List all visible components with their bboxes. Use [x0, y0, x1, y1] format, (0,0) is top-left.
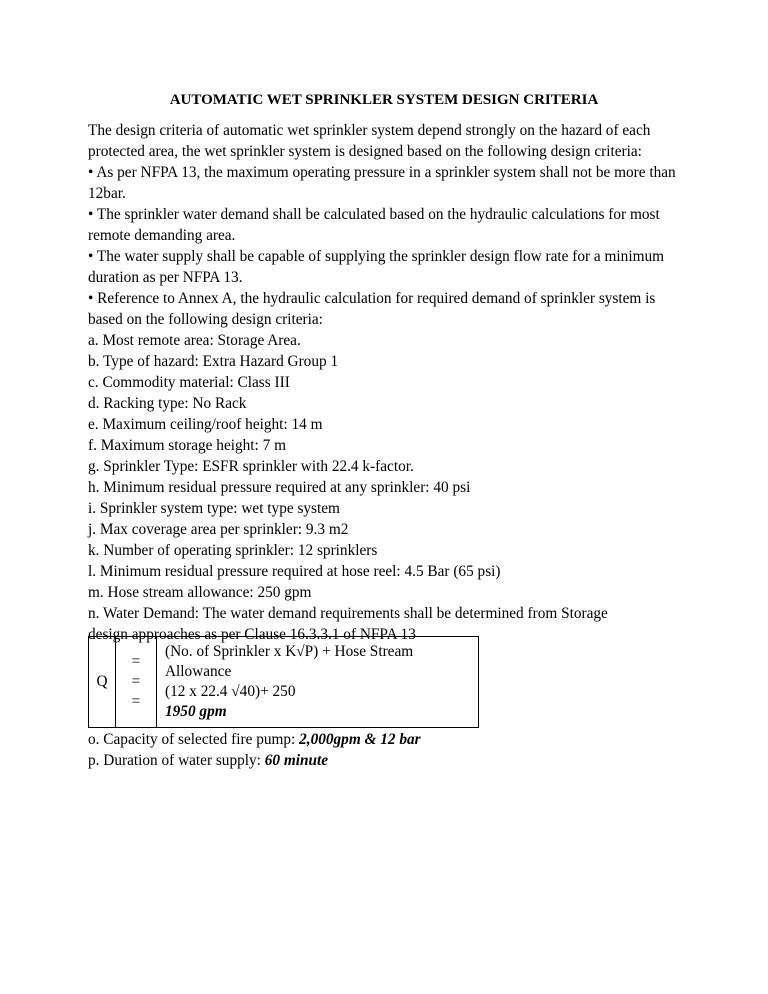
text-line: protected area, the wet sprinkler system is designed based on the following design criteria:: [88, 143, 642, 160]
formula-variable: Q: [89, 637, 116, 728]
text-line: remote demanding area.: [88, 227, 236, 244]
text-line: h. Minimum residual pressure required at any sprinkler: 40 psi: [88, 479, 471, 496]
text-line: • The sprinkler water demand shall be calculated based on the hydraulic calculations for most: [88, 206, 660, 223]
text-line: based on the following design criteria:: [88, 311, 323, 328]
text-line: c. Commodity material: Class III: [88, 374, 290, 391]
formula-equals: [116, 637, 157, 728]
formula-line: (No. of Sprinkler x K√P) + Hose Stream: [165, 643, 414, 660]
text-line: b. Type of hazard: Extra Hazard Group 1: [88, 353, 339, 370]
text-line: The design criteria of automatic wet sprinkler system depend strongly on the hazard of each: [88, 122, 651, 139]
text-line: design approaches as per Clause 16.3.3.1 of NFPA 13: [88, 626, 416, 643]
text-line: f. Maximum storage height: 7 m: [88, 437, 286, 454]
equals-sign: =: [131, 693, 141, 710]
pump-capacity: o. Capacity of selected fire pump: 2,000gpm & 12 bar: [88, 731, 421, 748]
text-line: • As per NFPA 13, the maximum operating pressure in a sprinkler system shall not be more than: [88, 164, 676, 181]
formula-line: (12 x 22.4 √40)+ 250: [165, 683, 296, 700]
text-line: e. Maximum ceiling/roof height: 14 m: [88, 416, 323, 433]
text-line: • The water supply shall be capable of supplying the sprinkler design flow rate for a minimum: [88, 248, 665, 265]
document-body: [88, 120, 688, 645]
text-line: • Reference to Annex A, the hydraulic calculation for required demand of sprinkler system is: [88, 290, 656, 307]
text-line: 12bar.: [88, 185, 126, 202]
text-line: d. Racking type: No Rack: [88, 395, 247, 412]
text-line: m. Hose stream allowance: 250 gpm: [88, 584, 312, 601]
equals-sign: =: [131, 653, 141, 670]
text-line: k. Number of operating sprinkler: 12 sprinklers: [88, 542, 378, 559]
formula-table: [88, 636, 479, 728]
formula-line: Allowance: [165, 663, 232, 680]
equals-sign: =: [131, 673, 141, 690]
document-title: AUTOMATIC WET SPRINKLER SYSTEM DESIGN CRITERIA: [169, 92, 599, 108]
text-line: g. Sprinkler Type: ESFR sprinkler with 22.4 k-factor.: [88, 458, 414, 475]
text-line: duration as per NFPA 13.: [88, 269, 243, 286]
text-line: l. Minimum residual pressure required at hose reel: 4.5 Bar (65 psi): [88, 563, 501, 580]
text-line: n. Water Demand: The water demand requirements shall be determined from Storage: [88, 605, 608, 622]
formula-expression: [157, 637, 479, 728]
text-line: j. Max coverage area per sprinkler: 9.3 m2: [88, 521, 349, 538]
after-table-text: [88, 729, 421, 771]
formula-result: 1950 gpm: [165, 703, 227, 720]
text-line: i. Sprinkler system type: wet type system: [88, 500, 340, 517]
supply-duration: p. Duration of water supply: 60 minute: [88, 752, 329, 769]
text-line: a. Most remote area: Storage Area.: [88, 332, 301, 349]
